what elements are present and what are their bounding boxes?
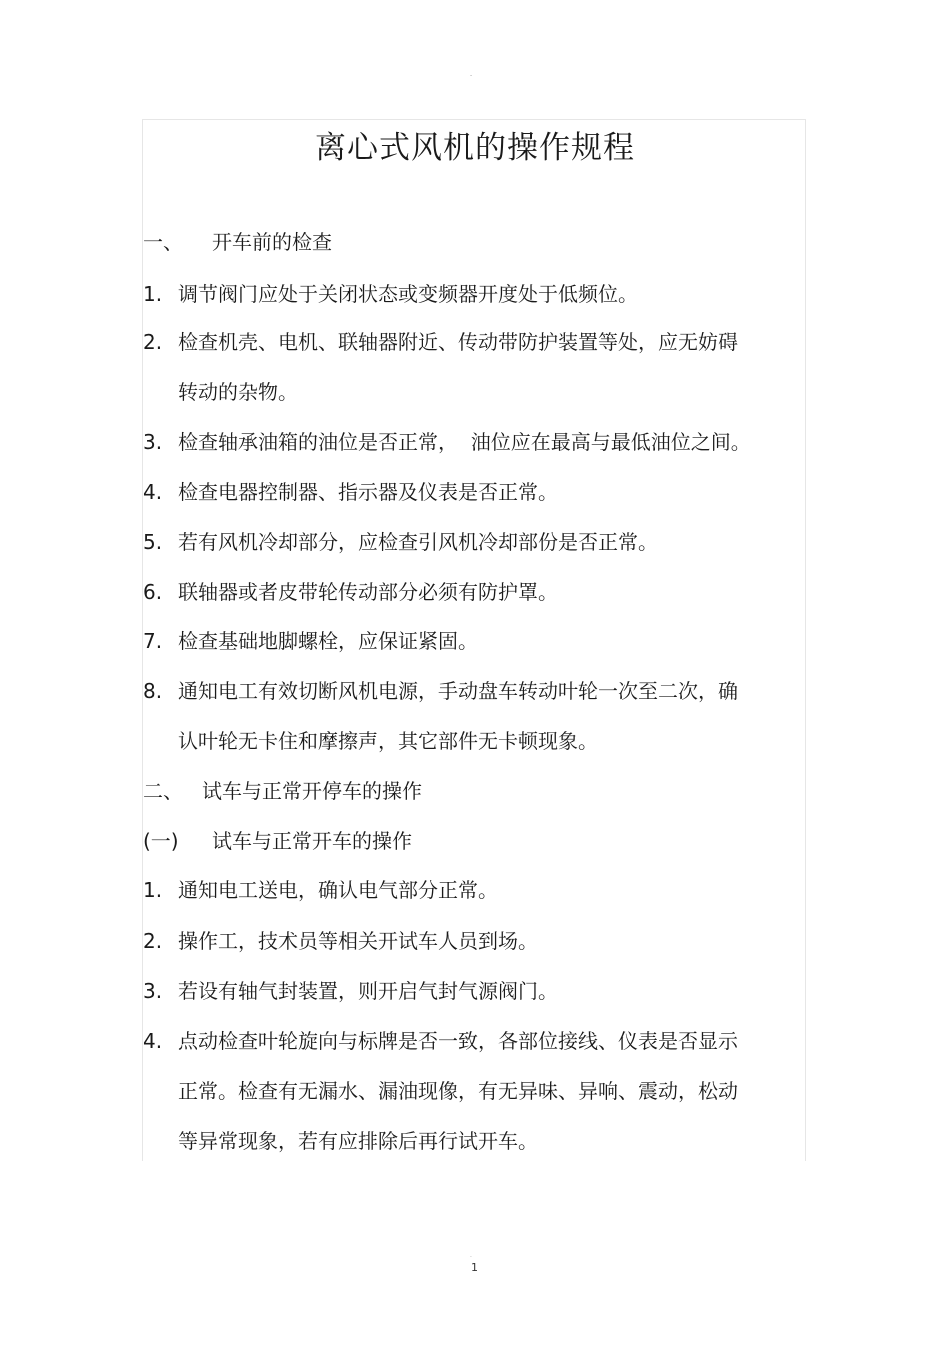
section-title: 开车前的检查 [212, 230, 332, 254]
item-text: 检查基础地脚螺栓，应保证紧固。 [178, 629, 478, 653]
subsection-title: 试车与正常开车的操作 [212, 829, 412, 853]
item-text: 若设有轴气封装置，则开启气封气源阀门。 [178, 979, 558, 1003]
item-text: 等异常现象，若有应排除后再行试开车。 [178, 1129, 538, 1153]
item-number: 3. [143, 979, 163, 1003]
subsection-marker: (一) [143, 829, 179, 853]
item-number: 4. [143, 480, 163, 504]
item-number: 4. [143, 1029, 163, 1053]
page-title: 离心式风机的操作规程 [315, 130, 635, 166]
section-marker: 二、 [143, 779, 183, 803]
item-text: 通知电工送电，确认电气部分正常。 [178, 878, 498, 902]
section-marker: 一、 [143, 230, 183, 254]
item-number: 2. [143, 330, 163, 354]
item-text: 认叶轮无卡住和摩擦声，其它部件无卡顿现象。 [178, 729, 598, 753]
item-number: 7. [143, 629, 163, 653]
item-text: 转动的杂物。 [178, 380, 298, 404]
item-number: 5. [143, 530, 163, 554]
item-number: 1. [143, 878, 163, 902]
item-text: 操作工，技术员等相关开试车人员到场。 [178, 929, 538, 953]
item-number: 1. [143, 282, 163, 306]
item-text: 若有风机冷却部分，应检查引风机冷却部份是否正常。 [178, 530, 658, 554]
item-text: 检查电器控制器、指示器及仪表是否正常。 [178, 480, 558, 504]
item-text: 正常。检查有无漏水、漏油现像，有无异味、异响、震动，松动 [178, 1079, 738, 1103]
item-number: 8. [143, 679, 163, 703]
footer-mark: · [470, 1254, 472, 1261]
item-number: 6. [143, 580, 163, 604]
item-text: 调节阀门应处于关闭状态或变频器开度处于低频位。 [178, 282, 638, 306]
page-number: 1 [471, 1261, 478, 1274]
item-number: 3. [143, 430, 163, 454]
item-text: 通知电工有效切断风机电源，手动盘车转动叶轮一次至二次，确 [178, 679, 738, 703]
item-number: 2. [143, 929, 163, 953]
section-title: 试车与正常开停车的操作 [202, 779, 422, 803]
item-text: 检查机壳、电机、联轴器附近、传动带防护装置等处，应无妨碍 [178, 330, 738, 354]
item-text: 检查轴承油箱的油位是否正常， 油位应在最高与最低油位之间。 [178, 430, 751, 454]
item-text: 点动检查叶轮旋向与标牌是否一致，各部位接线、仪表是否显示 [178, 1029, 738, 1053]
item-text: 联轴器或者皮带轮传动部分必须有防护罩。 [178, 580, 558, 604]
top-mark: - [470, 72, 473, 79]
